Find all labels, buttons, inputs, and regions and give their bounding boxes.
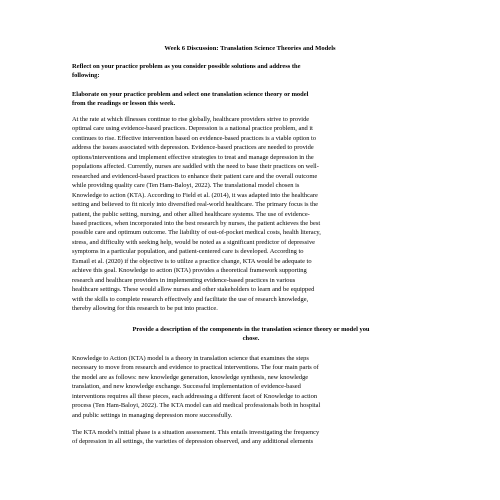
paragraph-line: achieve this goal. Knowledge to action (KTA) provides a theoretical framework supporting [72, 267, 307, 275]
paragraph-line: continues to rise. Effective intervention based on evidence-based practices is a viable option to [72, 134, 317, 142]
paragraph-line: of depression in all settings, the varieties of depression observed, and any additional elements [72, 438, 314, 446]
paragraph-line: research and healthcare providers in implementing evidence-based practices in various [72, 276, 296, 284]
paragraph-line: translation, and new knowledge exchange. Successful implementation of evidence-based [72, 383, 301, 391]
paragraph-introduction [72, 115, 430, 314]
paragraph-line: stress, and difficulty with seeking help, would be noted as a significant predictor of depressive [72, 238, 316, 246]
paragraph-line: Knowledge to Action (KTA) model is a theory in translation science that examines the steps [72, 355, 309, 362]
paragraph-situation-assessment [72, 428, 430, 447]
paragraph-line: thereby allowing for this research to be put into practice. [72, 305, 218, 313]
paragraph-line: with the skills to complete research effectively and facilitate the use of research knowledge, [72, 295, 309, 303]
paragraph-line: researched and evidenced-based practices to enhance their patient care and the overall outcome [72, 172, 318, 180]
paragraph-line: The KTA model's initial phase is a situation assessment. This entails investigating the frequency [72, 429, 320, 436]
prompt-line: from the readings or lesson this week. [72, 100, 176, 108]
paragraph-line: populations affected. Currently, nurses are saddled with the need to base their practices on well- [72, 163, 319, 171]
heading-line: chose. [242, 335, 260, 343]
paragraph-line: possible care and optimum outcome. The liability of out-of-pocket medical costs, health literacy, [72, 229, 321, 237]
prompt-line: following: [72, 72, 100, 80]
paragraph-line: At the rate at which illnesses continue to rise globally, healthcare providers strive to provide [72, 116, 310, 123]
prompt-reflect [72, 62, 430, 81]
paragraph-line: address the issues associated with depression. Evidence-based practices are needed to provide [72, 144, 314, 152]
paragraph-line: based practices, when incorporated into the best research by nurses, the patient achieves the best [72, 219, 321, 227]
paragraph-line: the model are as follows: new knowledge generation, knowledge synthesis, new knowledge [72, 373, 309, 381]
prompt-line: Reflect on your practice problem as you consider possible solutions and address the [72, 63, 301, 70]
paragraph-line: Esmail et al. (2020) if the objective is to utilize a practice change, KTA would be adequate to [72, 257, 312, 265]
paragraph-line: Knowledge to action (KTA). According to Field et al. (2014), it was adapted into the healthcare [72, 191, 318, 199]
paragraph-line: setting and believed to fit nicely into diversified real-world healthcare. The primary focus is the [72, 201, 319, 209]
prompt-elaborate [72, 90, 430, 109]
paragraph-line: healthcare settings. These would allow nurses and other stakeholders to learn and be equipped [72, 286, 315, 294]
paragraph-kta-description [72, 354, 430, 420]
paragraph-line: patient, the public setting, nursing, and other allied healthcare systems. The use of evidence- [72, 210, 310, 218]
paragraph-line: necessary to move from research and evidence to practical interventions. The four main parts of [72, 364, 319, 372]
paragraph-line: while providing quality care (Ten Ham-Baloyi, 2022). The translational model chosen is [72, 182, 300, 190]
paragraph-line: options/interventions and implement effective strategies to treat and manage depression in the [72, 153, 314, 161]
heading-line: Provide a description of the components in the translation science theory or model you [132, 326, 370, 333]
paragraph-line: and public settings in managing depression more successfully. [72, 411, 233, 419]
paragraph-line: optimal care using evidence-based practices. Depression is a national practice problem, and it [72, 125, 313, 133]
document-title: Week 6 Discussion: Translation Science Theories and Models [164, 45, 336, 52]
paragraph-line: interventions requires all these pieces, each addressing a different facet of Knowledge to action [72, 392, 318, 400]
section-heading-components [72, 325, 430, 344]
prompt-line: Elaborate on your practice problem and select one translation science theory or model [72, 91, 309, 98]
paragraph-line: symptoms in a particular population, and patient-centered care is developed. According to [72, 248, 304, 256]
paragraph-line: process (Ten Ham-Baloyi, 2022). The KTA model can aid medical professionals both in hospital [72, 402, 321, 410]
